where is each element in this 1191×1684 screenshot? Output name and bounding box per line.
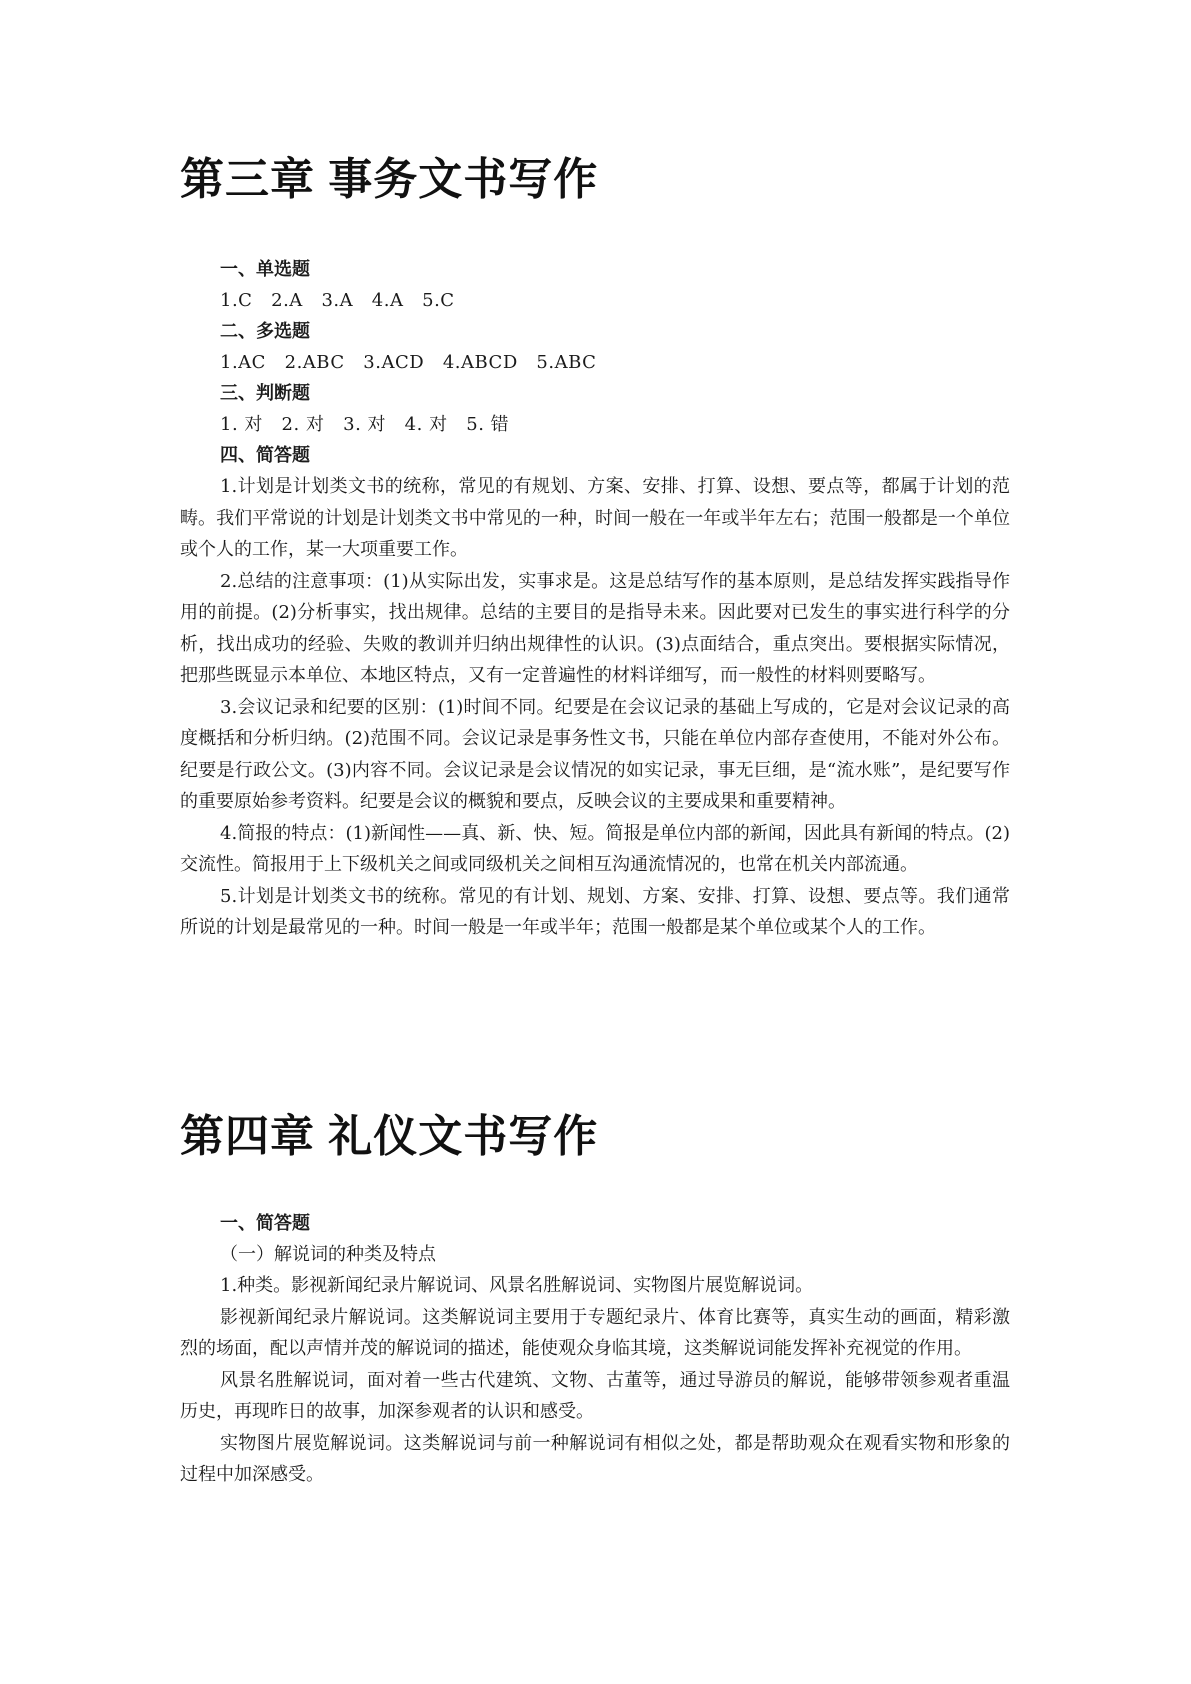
single-choice-heading: 一、单选题 <box>220 259 310 279</box>
single-choice-answers: 1.C 2.A 3.A 4.A 5.C <box>220 290 455 311</box>
short-answer-heading: 四、简答题 <box>220 445 310 465</box>
true-false-heading: 三、判断题 <box>220 383 310 403</box>
short-answer-2: 2.总结的注意事项：(1)从实际出发，实事求是。这是总结写作的基本原则，是总结发挥实践指导作用的前提。(2)分析事实，找出规律。总结的主要目的是指导未来。因此要对已发生的事实进行科学的分析，找出成功的经验、失败的教训并归纳出规律性的认识。(3)点面结合，重点突出。要根据实际情况，把那些既显示本单位、本地区特点，又有一定普遍性的材料详细写，而一般性的材料则要略写。 <box>180 570 1010 686</box>
chapter-3-title: 第三章 事务文书写作 <box>180 155 599 204</box>
short-answer-heading-ch4: 一、简答题 <box>220 1213 310 1233</box>
paragraph-scenic-narration: 风景名胜解说词，面对着一些古代建筑、文物、古董等，通过导游员的解说，能够带领参观者重温历史，再现昨日的故事，加深参观者的认识和感受。 <box>180 1369 1010 1422</box>
chapter-4-title: 第四章 礼仪文书写作 <box>180 1112 599 1161</box>
paragraph-film-narration: 影视新闻纪录片解说词。这类解说词主要用于专题纪录片、体育比赛等，真实生动的画面，精彩激烈的场面，配以声情并茂的解说词的描述，能使观众身临其境，这类解说词能发挥补充视觉的作用。 <box>180 1306 1010 1359</box>
short-answer-4: 4.简报的特点：(1)新闻性——真、新、快、短。简报是单位内部的新闻，因此具有新闻的特点。(2)交流性。简报用于上下级机关之间或同级机关之间相互沟通流情况的，也常在机关内部流通。 <box>180 822 1010 875</box>
chapter-3-body <box>180 254 1010 944</box>
paragraph-types: 1.种类。影视新闻纪录片解说词、风景名胜解说词、实物图片展览解说词。 <box>220 1275 814 1296</box>
short-answer-3: 3.会议记录和纪要的区别：(1)时间不同。纪要是在会议记录的基础上写成的，它是对会议记录的高度概括和分析归纳。(2)范围不同。会议记录是事务性文书，只能在单位内部存查使用，不能对外公布。纪要是行政公文。(3)内容不同。会议记录是会议情况的如实记录，事无巨细，是“流水账”，是纪要写作的重要原始参考资料。纪要是会议的概貌和要点，反映会议的主要成果和重要精神。 <box>180 696 1010 812</box>
chapter-4-body <box>180 1208 1010 1491</box>
subsection-heading: （一）解说词的种类及特点 <box>220 1244 436 1265</box>
short-answer-1: 1.计划是计划类文书的统称，常见的有规划、方案、安排、打算、设想、要点等，都属于计划的范畴。我们平常说的计划是计划类文书中常见的一种，时间一般在一年或半年左右；范围一般都是一个单位或个人的工作，某一大项重要工作。 <box>180 476 1010 560</box>
short-answer-5: 5.计划是计划类文书的统称。常见的有计划、规划、方案、安排、打算、设想、要点等。我们通常所说的计划是最常见的一种。时间一般是一年或半年；范围一般都是某个单位或某个人的工作。 <box>180 885 1010 938</box>
multiple-choice-heading: 二、多选题 <box>220 321 310 341</box>
paragraph-exhibit-narration: 实物图片展览解说词。这类解说词与前一种解说词有相似之处，都是帮助观众在观看实物和形象的过程中加深感受。 <box>180 1432 1010 1485</box>
multiple-choice-answers: 1.AC 2.ABC 3.ACD 4.ABCD 5.ABC <box>220 352 597 373</box>
true-false-answers: 1. 对 2. 对 3. 对 4. 对 5. 错 <box>220 414 510 435</box>
